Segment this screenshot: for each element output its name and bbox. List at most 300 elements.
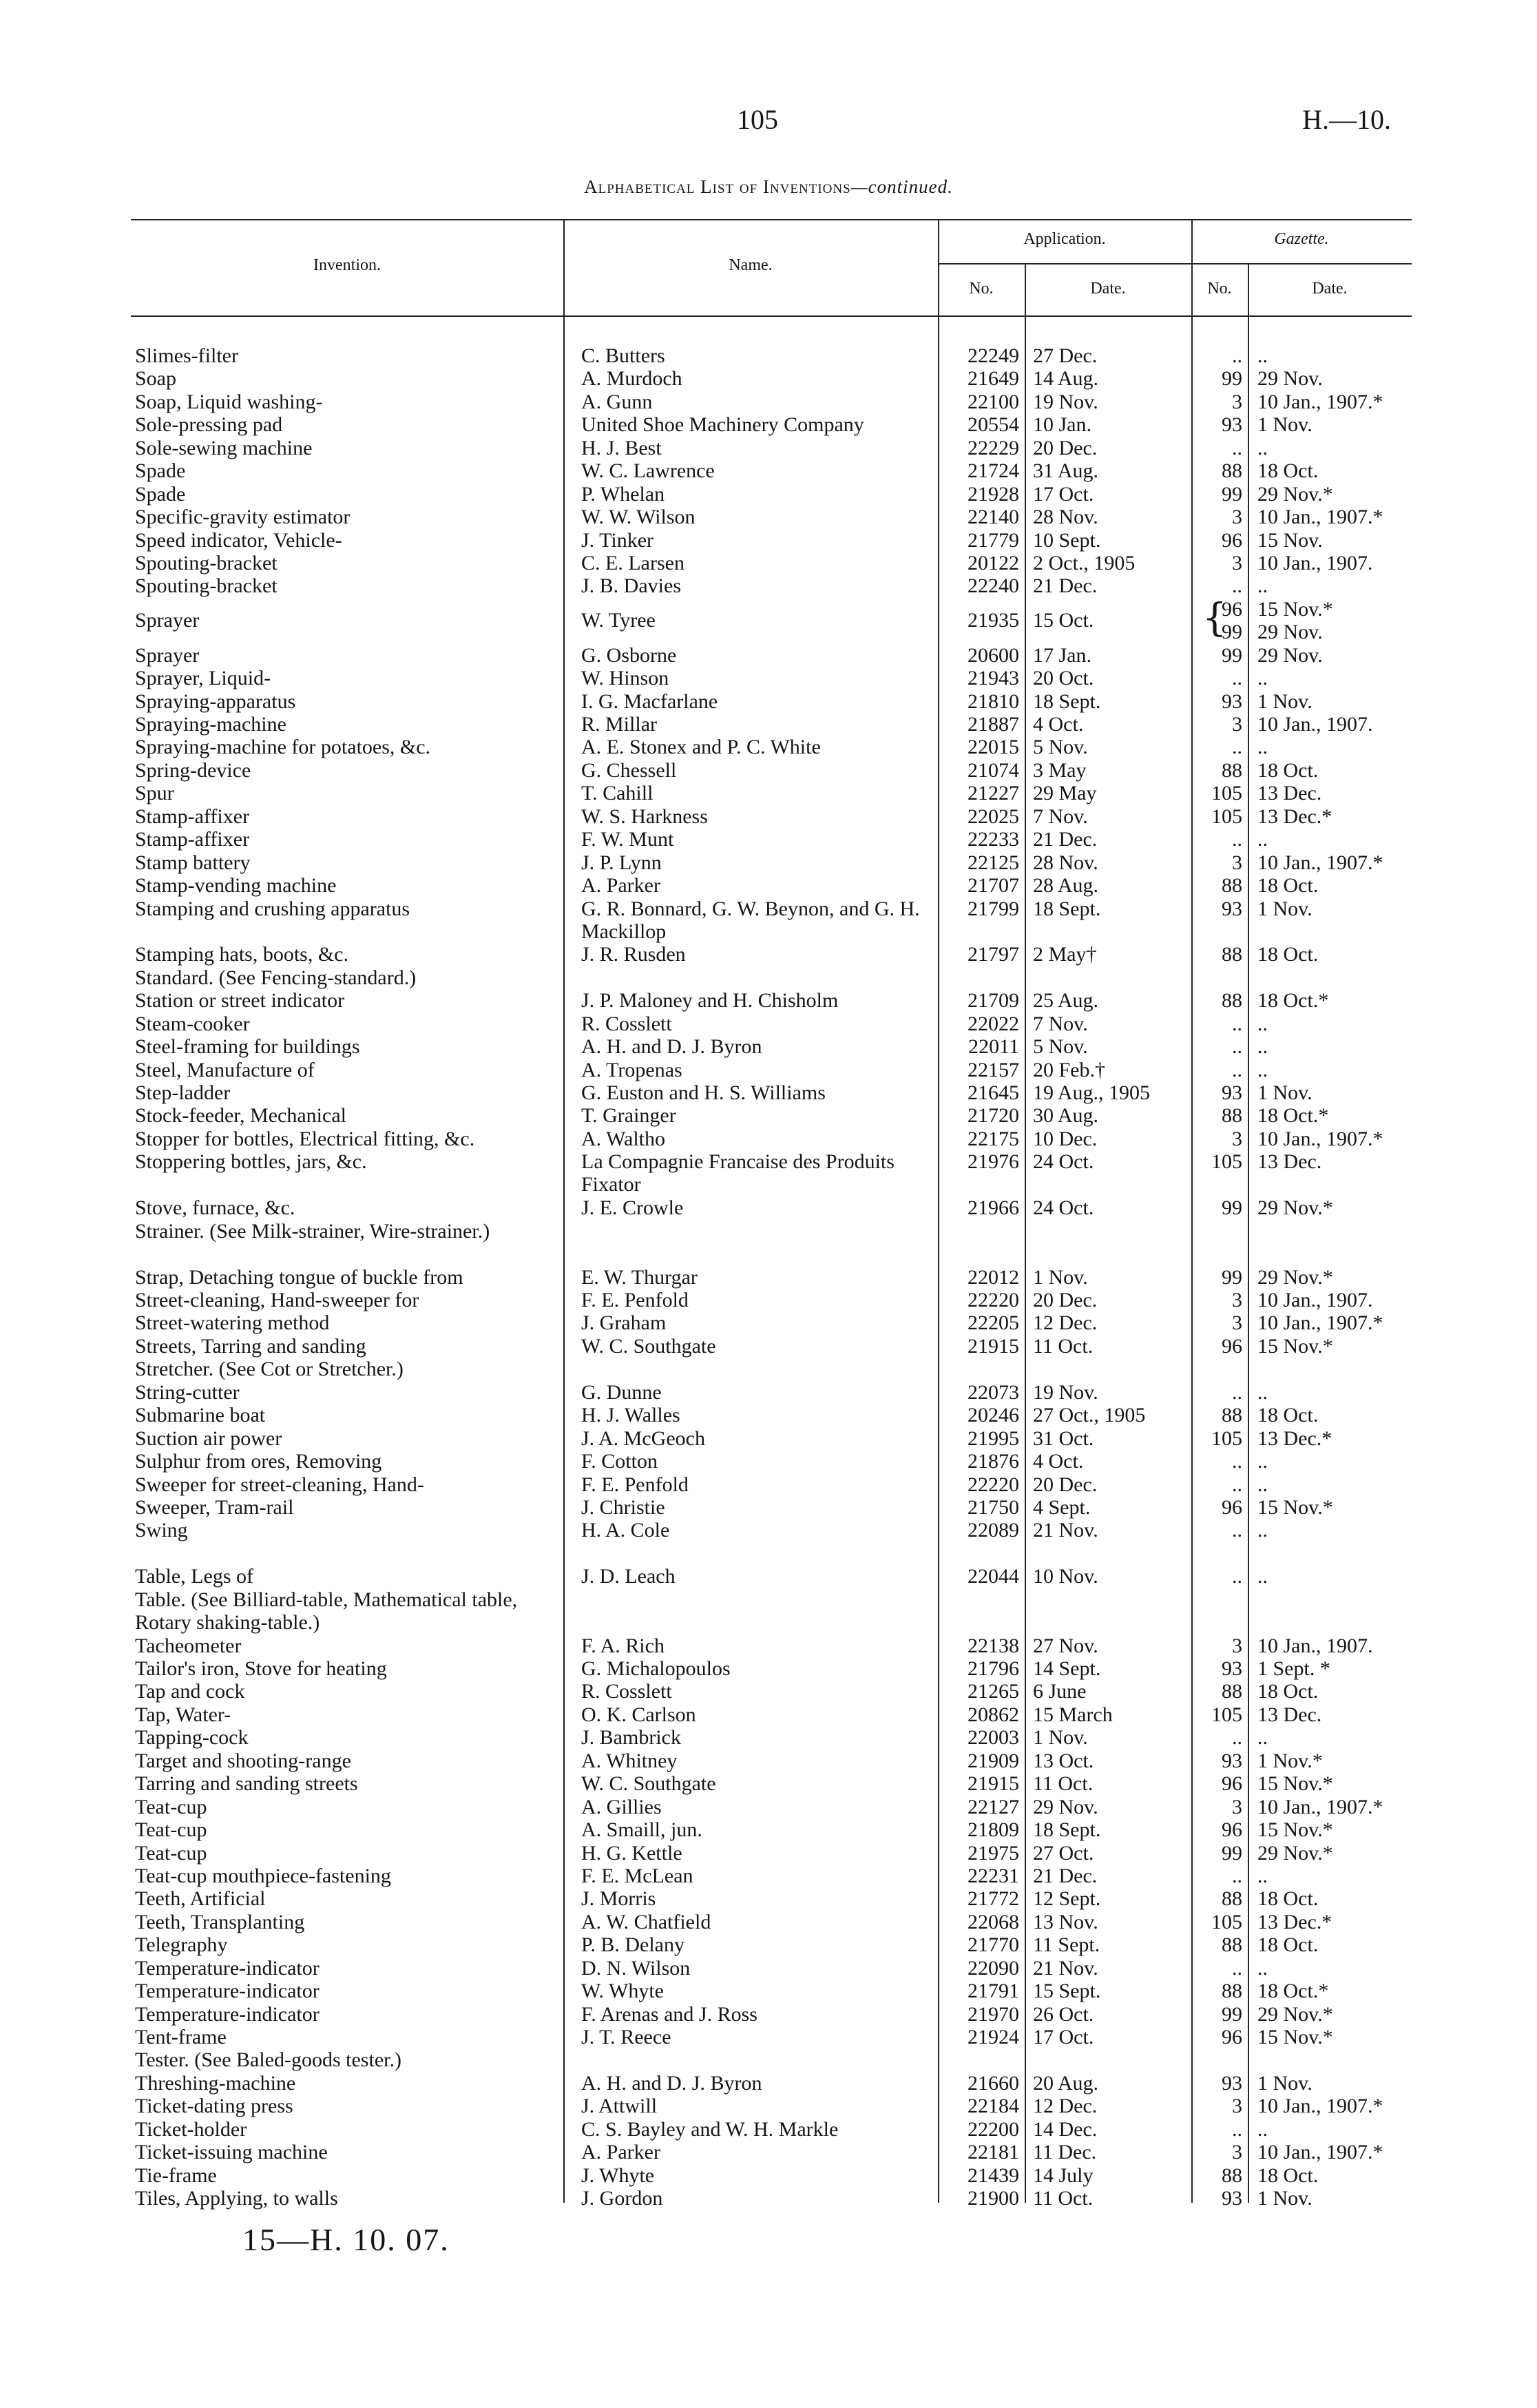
table-row — [0, 1335, 1537, 1358]
gazette-date-cell: .. — [1257, 1473, 1268, 1496]
application-number-cell: 21439 — [968, 2163, 1019, 2187]
gazette-number-cell: .. — [1232, 1012, 1242, 1035]
gazette-date-cell: 1 Nov. — [1257, 897, 1313, 920]
invention-cell: Station or street indicator — [135, 989, 345, 1013]
application-date-cell: 6 June — [1033, 1680, 1087, 1703]
gazette-number-cell: 88 — [1222, 943, 1242, 966]
list-title — [0, 176, 1537, 198]
header-gazette: Gazette. — [1274, 230, 1329, 248]
gazette-date-cell: 18 Oct. — [1257, 1887, 1319, 1911]
gazette-number-cell: .. — [1232, 1473, 1242, 1496]
application-date-cell: 17 Oct. — [1033, 482, 1094, 506]
application-number-cell: 22220 — [968, 1289, 1019, 1311]
gazette-number-cell: .. — [1232, 2117, 1242, 2141]
gazette-number-cell: .. — [1232, 1450, 1242, 1473]
gazette-number-cell: 93 — [1222, 2071, 1242, 2095]
application-number-cell: 22022 — [968, 1012, 1019, 1035]
application-date-cell: 24 Oct. — [1033, 1150, 1094, 1174]
gazette-number-cell: 96 — [1222, 597, 1242, 621]
application-number-cell: 21887 — [968, 713, 1019, 736]
invention-cell: Standard. (See Fencing-standard.) — [135, 966, 417, 989]
table-row — [0, 1496, 1537, 1519]
application-number-cell: 22200 — [968, 2117, 1019, 2141]
gazette-date-cell: 15 Nov.* — [1257, 1334, 1333, 1358]
application-number-cell: 21943 — [968, 667, 1019, 690]
application-date-cell: 4 Oct. — [1033, 1450, 1084, 1473]
application-date-cell: 13 Nov. — [1033, 1910, 1098, 1933]
gazette-date-cell: 10 Jan., 1907. — [1257, 551, 1373, 574]
application-date-cell: 29 May — [1033, 782, 1097, 805]
table-row — [0, 1680, 1537, 1703]
name-cell: G. Chessell — [581, 758, 677, 782]
invention-cell: Teeth, Transplanting — [135, 1910, 305, 1933]
name-cell: J. P. Lynn — [581, 851, 662, 874]
invention-cell: Temperature-indicator — [135, 1980, 320, 2003]
application-date-cell: 20 Oct. — [1033, 667, 1094, 690]
gazette-number-cell: 93 — [1222, 689, 1242, 713]
gazette-date-cell: 29 Nov.* — [1257, 1196, 1333, 1220]
gazette-date-cell: 18 Oct. — [1257, 758, 1319, 782]
application-number-cell: 21720 — [968, 1104, 1019, 1128]
gazette-number-cell: 96 — [1222, 1334, 1242, 1358]
gazette-number-cell: 88 — [1222, 1933, 1242, 1957]
table-row — [0, 874, 1537, 897]
gazette-date-cell: .. — [1257, 344, 1268, 367]
application-date-cell: 27 Dec. — [1033, 344, 1098, 367]
gazette-date-cell: 29 Nov.* — [1257, 482, 1333, 506]
application-number-cell: 22025 — [968, 805, 1019, 828]
gazette-date-cell: 10 Jan., 1907.* — [1257, 1311, 1383, 1335]
name-cell: F. E. Penfold — [581, 1473, 689, 1496]
footer-signature: 15—H. 10. 07. — [242, 2222, 450, 2257]
gazette-number-cell: 96 — [1222, 2026, 1242, 2049]
gazette-date-cell: 10 Jan., 1907.* — [1257, 1127, 1383, 1150]
header-name: Name. — [729, 256, 773, 274]
application-date-cell: 14 Aug. — [1033, 367, 1099, 391]
gazette-number-cell: 105 — [1211, 1703, 1242, 1726]
gazette-number-cell: 3 — [1232, 1795, 1242, 1818]
table-row — [0, 1427, 1537, 1450]
table-row — [0, 828, 1537, 851]
gazette-number-cell: .. — [1232, 1519, 1242, 1542]
invention-cell: Tapping-cock — [135, 1726, 249, 1750]
application-number-cell: 21265 — [968, 1680, 1019, 1703]
gazette-date-cell: 15 Nov.* — [1257, 2026, 1333, 2049]
name-cell: A. Parker — [581, 874, 660, 897]
application-date-cell: 19 Aug., 1905 — [1033, 1081, 1151, 1105]
table-row — [0, 483, 1537, 506]
gazette-date-cell: .. — [1257, 736, 1268, 759]
name-cell: F. A. Rich — [581, 1634, 665, 1657]
application-date-cell: 3 May — [1033, 758, 1087, 782]
invention-cell: Teat-cup — [135, 1818, 207, 1842]
table-row — [0, 1980, 1537, 2002]
name-cell: A. W. Chatfield — [581, 1910, 711, 1933]
application-number-cell: 22205 — [968, 1311, 1019, 1335]
gazette-date-cell: 10 Jan., 1907.* — [1257, 1795, 1383, 1818]
table-row — [0, 1542, 1537, 1565]
table-row — [0, 1196, 1537, 1219]
name-cell: A. Whitney — [581, 1749, 678, 1772]
application-date-cell: 12 Dec. — [1033, 2095, 1098, 2118]
name-cell: T. Cahill — [581, 782, 654, 805]
name-cell: C. Butters — [581, 344, 665, 367]
gazette-number-cell: 93 — [1222, 2187, 1242, 2210]
application-number-cell: 22089 — [968, 1519, 1019, 1542]
header-bottom-rule — [131, 315, 1412, 317]
gazette-number-cell: 99 — [1222, 1265, 1242, 1289]
invention-cell: Stock-feeder, Mechanical — [135, 1104, 346, 1128]
name-cell: A. Gillies — [581, 1795, 662, 1818]
gazette-number-cell: 3 — [1232, 1634, 1242, 1657]
application-date-cell: 28 Nov. — [1033, 851, 1098, 874]
invention-cell: Stamp-affixer — [135, 828, 250, 851]
header-app-no: No. — [969, 280, 994, 298]
invention-cell: Specific-gravity estimator — [135, 506, 351, 529]
gazette-date-cell: 10 Jan., 1907.* — [1257, 506, 1383, 529]
application-number-cell: 21809 — [968, 1818, 1019, 1842]
table-row — [0, 1059, 1537, 1081]
invention-cell: Teeth, Artificial — [135, 1887, 266, 1911]
name-cell: J. B. Davies — [581, 574, 681, 598]
application-date-cell: 4 Oct. — [1033, 713, 1084, 736]
application-date-cell: 13 Oct. — [1033, 1749, 1094, 1772]
application-number-cell: 22100 — [968, 390, 1019, 413]
name-cell: G. Michalopoulos — [581, 1657, 731, 1681]
name-cell: G. Dunne — [581, 1380, 662, 1404]
table-row — [0, 391, 1537, 413]
gazette-date-cell: 15 Nov. — [1257, 528, 1323, 552]
application-date-cell: 27 Oct. — [1033, 1841, 1094, 1865]
name-cell: P. B. Delany — [581, 1933, 684, 1957]
application-date-cell: 15 March — [1033, 1703, 1113, 1726]
application-date-cell: 28 Nov. — [1033, 506, 1098, 529]
application-number-cell: 22090 — [968, 1956, 1019, 1980]
invention-cell: Soap, Liquid washing- — [135, 390, 323, 413]
gazette-date-cell: 13 Dec.* — [1257, 1910, 1332, 1933]
gazette-date-cell: 10 Jan., 1907. — [1257, 713, 1373, 736]
table-row — [0, 1818, 1537, 1841]
table-row — [0, 1150, 1537, 1196]
name-cell: J. Graham — [581, 1311, 667, 1335]
application-number-cell: 22231 — [968, 1864, 1019, 1887]
application-date-cell: 31 Oct. — [1033, 1426, 1094, 1450]
gazette-date-cell: 1 Nov.* — [1257, 1749, 1323, 1772]
table-row — [0, 529, 1537, 552]
application-date-cell: 15 Oct. — [1033, 608, 1094, 632]
application-number-cell: 21649 — [968, 367, 1019, 391]
application-date-cell: 20 Dec. — [1033, 436, 1098, 459]
table-row — [0, 574, 1537, 597]
name-cell: W. W. Wilson — [581, 506, 696, 529]
gazette-number-cell: 99 — [1222, 1196, 1242, 1220]
gazette-date-cell: 10 Jan., 1907.* — [1257, 2095, 1383, 2118]
table-row — [0, 2026, 1537, 2048]
application-number-cell: 22073 — [968, 1380, 1019, 1404]
invention-cell: Steam-cooker — [135, 1012, 250, 1035]
table-row — [0, 897, 1537, 944]
name-cell: J. D. Leach — [581, 1565, 676, 1588]
application-date-cell: 5 Nov. — [1033, 1035, 1088, 1059]
application-number-cell: 21976 — [968, 1150, 1019, 1174]
gazette-date-cell: 10 Jan., 1907.* — [1257, 851, 1383, 874]
application-date-cell: 10 Sept. — [1033, 528, 1101, 552]
gazette-number-cell: 105 — [1211, 1426, 1242, 1450]
gazette-number-cell: 88 — [1222, 1404, 1242, 1427]
gazette-number-cell: 88 — [1222, 989, 1242, 1013]
application-number-cell: 21707 — [968, 874, 1019, 897]
table-row — [0, 1013, 1537, 1035]
name-cell: W. C. Southgate — [581, 1334, 716, 1358]
table-row — [0, 1220, 1537, 1266]
invention-cell: Teat-cup — [135, 1841, 207, 1865]
invention-cell: Soap — [135, 367, 176, 391]
table-row — [0, 943, 1537, 966]
header-invention: Invention. — [313, 256, 381, 274]
table-row — [0, 367, 1537, 390]
application-number-cell: 21227 — [968, 782, 1019, 805]
application-date-cell: 26 Oct. — [1033, 2002, 1094, 2026]
name-cell: J. Morris — [581, 1887, 656, 1911]
gazette-number-cell: .. — [1232, 344, 1242, 367]
application-date-cell: 11 Oct. — [1033, 1334, 1094, 1358]
application-number-cell: 21966 — [968, 1196, 1019, 1220]
table-row — [0, 1104, 1537, 1127]
application-date-cell: 18 Sept. — [1033, 897, 1101, 920]
gazette-date-cell: 1 Nov. — [1257, 2071, 1313, 2095]
gazette-date-cell: 29 Nov.* — [1257, 2002, 1333, 2026]
name-cell: J. P. Maloney and H. Chisholm — [581, 989, 839, 1013]
name-cell: F. W. Munt — [581, 828, 674, 851]
application-number-cell: 21975 — [968, 1841, 1019, 1865]
invention-cell: Stamp battery — [135, 851, 251, 874]
gazette-number-cell: .. — [1232, 736, 1242, 759]
gazette-number-cell: 88 — [1222, 1104, 1242, 1128]
name-cell: G. R. Bonnard, G. W. Beynon, and G. H. Mackillop — [581, 897, 920, 943]
table-row — [0, 2118, 1537, 2141]
table-row — [0, 805, 1537, 828]
gazette-date-cell: 10 Jan., 1907.* — [1257, 2141, 1383, 2164]
gazette-date-cell: 1 Nov. — [1257, 1081, 1313, 1105]
invention-cell: Tie-frame — [135, 2163, 217, 2187]
name-cell: H. J. Walles — [581, 1404, 680, 1427]
gazette-number-cell: 96 — [1222, 528, 1242, 552]
gazette-number-cell: 88 — [1222, 2163, 1242, 2187]
gazette-date-cell: 29 Nov. — [1257, 643, 1323, 667]
name-cell: A. Parker — [581, 2141, 660, 2164]
gazette-number-cell: 99 — [1222, 1841, 1242, 1865]
gazette-date-cell: 29 Nov. — [1257, 620, 1323, 643]
application-number-cell: 22015 — [968, 736, 1019, 759]
name-cell: I. G. Macfarlane — [581, 689, 718, 713]
application-number-cell: 21779 — [968, 528, 1019, 552]
gazette-number-cell: 88 — [1222, 1980, 1242, 2003]
invention-cell: Spade — [135, 482, 186, 506]
gazette-number-cell: 99 — [1222, 2002, 1242, 2026]
application-number-cell: 21724 — [968, 459, 1019, 483]
name-cell: W. S. Harkness — [581, 805, 708, 828]
application-number-cell: 22138 — [968, 1634, 1019, 1657]
table-row — [0, 1703, 1537, 1726]
gazette-number-cell: 3 — [1232, 390, 1242, 413]
invention-cell: Sweeper, Tram-rail — [135, 1495, 294, 1519]
invention-table-body — [0, 344, 1537, 2210]
table-row — [0, 2072, 1537, 2095]
gazette-date-cell: 1 Nov. — [1257, 413, 1313, 437]
invention-cell: Spur — [135, 782, 174, 805]
invention-cell: Tap and cock — [135, 1680, 245, 1703]
gazette-number-cell: 88 — [1222, 1887, 1242, 1911]
gazette-date-cell: 13 Dec. — [1257, 1150, 1322, 1174]
application-number-cell: 21709 — [968, 989, 1019, 1013]
table-row — [0, 759, 1537, 782]
application-number-cell: 22220 — [968, 1473, 1019, 1496]
gazette-date-cell: 15 Nov.* — [1257, 1818, 1333, 1842]
gazette-number-cell: 88 — [1222, 758, 1242, 782]
table-row — [0, 1473, 1537, 1496]
gazette-number-cell: 105 — [1211, 805, 1242, 828]
invention-cell: Sprayer — [135, 643, 200, 667]
application-date-cell: 21 Dec. — [1033, 574, 1098, 598]
gazette-date-cell: .. — [1257, 1726, 1268, 1750]
table-row — [0, 966, 1537, 989]
name-cell: J. E. Crowle — [581, 1196, 684, 1220]
name-cell: A. Tropenas — [581, 1058, 682, 1081]
table-row — [0, 1796, 1537, 1818]
application-date-cell: 29 Nov. — [1033, 1795, 1098, 1818]
name-cell: A. Smaill, jun. — [581, 1818, 702, 1842]
invention-cell: Slimes-filter — [135, 344, 238, 367]
invention-cell: Stamp-vending machine — [135, 874, 337, 897]
name-cell: F. Arenas and J. Ross — [581, 2002, 757, 2026]
table-row — [0, 1311, 1537, 1334]
invention-cell: Suction air power — [135, 1426, 282, 1450]
gazette-number-cell: 3 — [1232, 506, 1242, 529]
application-date-cell: 12 Dec. — [1033, 1311, 1098, 1335]
application-number-cell: 21791 — [968, 1980, 1019, 2003]
gazette-date-cell: .. — [1257, 1380, 1268, 1404]
invention-cell: Spade — [135, 459, 186, 483]
name-cell: F. E. Penfold — [581, 1289, 689, 1311]
application-number-cell: 22011 — [968, 1035, 1019, 1059]
invention-cell: Stopper for bottles, Electrical fitting, &c. — [135, 1127, 475, 1150]
name-cell: E. W. Thurgar — [581, 1265, 698, 1289]
gazette-number-cell: 105 — [1211, 782, 1242, 805]
table-row — [0, 1634, 1537, 1657]
header-application: Application. — [1023, 230, 1106, 248]
application-number-cell: 21772 — [968, 1887, 1019, 1911]
header-gz-no: No. — [1207, 280, 1232, 298]
name-cell: J. R. Rusden — [581, 943, 686, 966]
invention-cell: Sole-sewing machine — [135, 436, 313, 459]
gazette-number-cell: 3 — [1232, 1289, 1242, 1311]
invention-cell: Stretcher. (See Cot or Stretcher.) — [135, 1358, 404, 1381]
table-row — [0, 437, 1537, 459]
invention-cell: Teat-cup mouthpiece-fastening — [135, 1864, 391, 1887]
application-number-cell: 22068 — [968, 1910, 1019, 1933]
table-row — [0, 595, 1537, 644]
table-row — [0, 989, 1537, 1012]
invention-cell: Speed indicator, Vehicle- — [135, 528, 342, 552]
gazette-date-cell: .. — [1257, 1450, 1268, 1473]
invention-cell: String-cutter — [135, 1380, 240, 1404]
gazette-number-cell: .. — [1232, 574, 1242, 598]
gazette-date-cell: .. — [1257, 667, 1268, 690]
gazette-number-cell: 93 — [1222, 897, 1242, 920]
application-number-cell: 21810 — [968, 689, 1019, 713]
invention-cell: Spouting-bracket — [135, 574, 278, 598]
invention-cell: Stoppering bottles, jars, &c. — [135, 1150, 367, 1174]
table-row — [0, 1588, 1537, 1634]
application-date-cell: 21 Nov. — [1033, 1519, 1098, 1542]
table-row — [0, 713, 1537, 736]
application-date-cell: 4 Sept. — [1033, 1495, 1091, 1519]
gazette-date-cell: 13 Dec.* — [1257, 1426, 1332, 1450]
name-cell: J. Bambrick — [581, 1726, 681, 1750]
gazette-date-cell: 13 Dec.* — [1257, 805, 1332, 828]
gazette-date-cell: 29 Nov.* — [1257, 1265, 1333, 1289]
application-number-cell: 22003 — [968, 1726, 1019, 1750]
table-row — [0, 459, 1537, 482]
table-row — [0, 644, 1537, 667]
invention-cell: Steel, Manufacture of — [135, 1058, 315, 1081]
application-number-cell: 22175 — [968, 1127, 1019, 1150]
invention-cell: Stove, furnace, &c. — [135, 1196, 295, 1220]
application-date-cell: 19 Nov. — [1033, 1380, 1098, 1404]
header-gz-date: Date. — [1312, 280, 1348, 298]
application-date-cell: 30 Aug. — [1033, 1104, 1099, 1128]
invention-cell: Temperature-indicator — [135, 1956, 320, 1980]
application-date-cell: 19 Nov. — [1033, 390, 1098, 413]
table-row — [0, 782, 1537, 805]
invention-cell: Spring-device — [135, 758, 251, 782]
application-date-cell: 7 Nov. — [1033, 805, 1088, 828]
gazette-number-cell: 99 — [1222, 643, 1242, 667]
application-date-cell: 7 Nov. — [1033, 1012, 1088, 1035]
table-row — [0, 690, 1537, 713]
application-date-cell: 14 July — [1033, 2163, 1094, 2187]
application-date-cell: 21 Dec. — [1033, 1864, 1098, 1887]
invention-cell: Spraying-apparatus — [135, 689, 296, 713]
invention-cell: Target and shooting-range — [135, 1749, 351, 1772]
invention-cell: Sprayer, Liquid- — [135, 667, 271, 690]
application-number-cell: 21915 — [968, 1772, 1019, 1796]
gazette-date-cell: 18 Oct. — [1257, 2163, 1319, 2187]
name-cell: J. Attwill — [581, 2095, 658, 2118]
gazette-date-cell: 18 Oct. — [1257, 943, 1319, 966]
name-cell: F. E. McLean — [581, 1864, 693, 1887]
application-date-cell: 20 Dec. — [1033, 1473, 1098, 1496]
invention-cell: Sulphur from ores, Removing — [135, 1450, 382, 1473]
application-number-cell: 20246 — [968, 1404, 1019, 1427]
application-number-cell: 22240 — [968, 574, 1019, 598]
gazette-number-cell: 99 — [1222, 620, 1242, 643]
application-number-cell: 20600 — [968, 643, 1019, 667]
gazette-date-cell: .. — [1257, 2117, 1268, 2141]
application-date-cell: 15 Sept. — [1033, 1980, 1101, 2003]
name-cell: W. C. Lawrence — [581, 459, 715, 483]
table-row — [0, 344, 1537, 367]
invention-cell: Temperature-indicator — [135, 2002, 320, 2026]
name-cell: F. Cotton — [581, 1450, 658, 1473]
gazette-number-cell: 93 — [1222, 413, 1242, 437]
invention-cell: Stamping hats, boots, &c. — [135, 943, 348, 966]
name-cell: W. C. Southgate — [581, 1772, 716, 1796]
table-row — [0, 1128, 1537, 1150]
application-date-cell: 10 Jan. — [1033, 413, 1091, 437]
invention-cell: Tester. (See Baled-goods tester.) — [135, 2048, 401, 2072]
table-row — [0, 506, 1537, 528]
